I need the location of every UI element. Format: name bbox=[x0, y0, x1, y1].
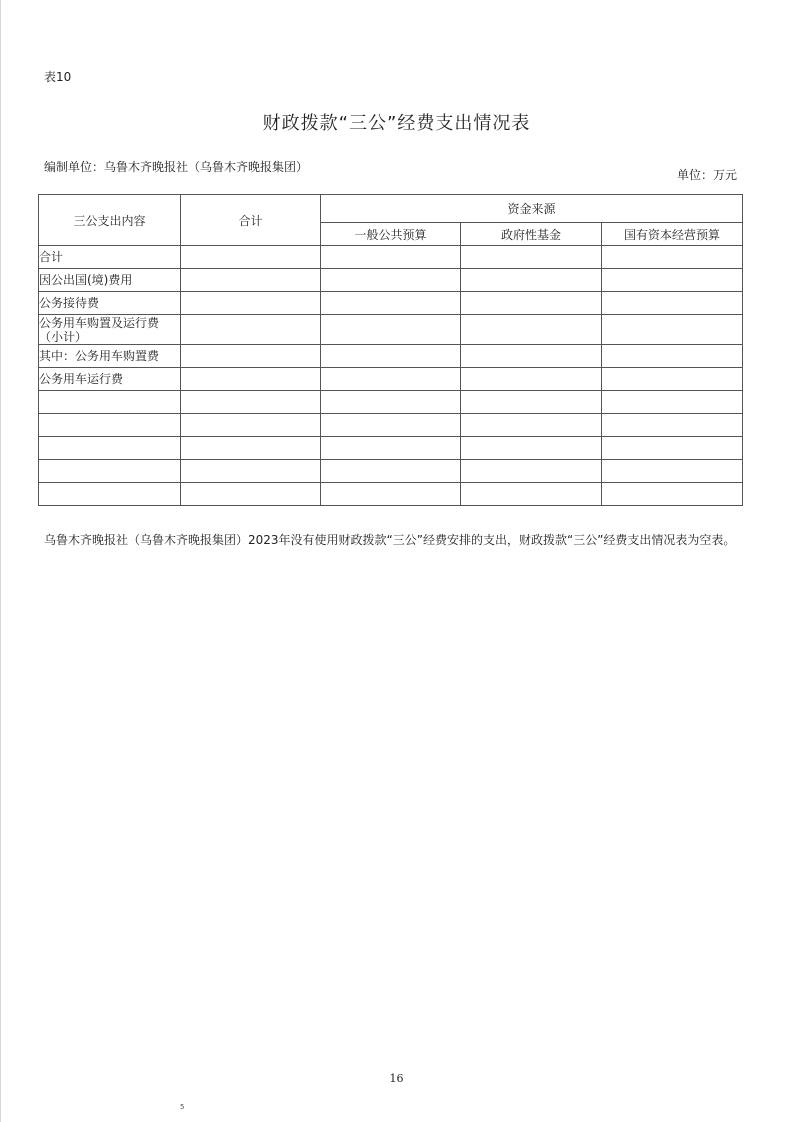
table-row bbox=[39, 414, 743, 437]
cell bbox=[181, 414, 321, 437]
cell bbox=[461, 315, 602, 345]
cell bbox=[461, 292, 602, 315]
table-row bbox=[39, 460, 743, 483]
footer-mark: 5 bbox=[180, 1103, 185, 1111]
cell bbox=[321, 315, 461, 345]
header-government-fund: 政府性基金 bbox=[461, 223, 602, 246]
cell bbox=[461, 483, 602, 506]
cell bbox=[602, 315, 743, 345]
row-label bbox=[39, 460, 181, 483]
cell bbox=[321, 483, 461, 506]
header-general-budget: 一般公共预算 bbox=[321, 223, 461, 246]
table-row bbox=[39, 483, 743, 506]
cell bbox=[602, 345, 743, 368]
table-row bbox=[39, 345, 743, 368]
row-label bbox=[39, 391, 181, 414]
cell bbox=[181, 292, 321, 315]
cell bbox=[321, 292, 461, 315]
cell bbox=[181, 269, 321, 292]
cell bbox=[461, 246, 602, 269]
explanatory-note: 乌鲁木齐晚报社（乌鲁木齐晚报集团）2023年没有使用财政拨款“三公”经费安排的支出，财政拨款“三公”经费支出情况表为空表。 bbox=[44, 533, 736, 547]
cell bbox=[181, 246, 321, 269]
cell bbox=[461, 437, 602, 460]
cell bbox=[181, 391, 321, 414]
cell bbox=[321, 246, 461, 269]
header-state-capital: 国有资本经营预算 bbox=[602, 223, 743, 246]
cell bbox=[461, 368, 602, 391]
cell bbox=[181, 437, 321, 460]
header-row-1 bbox=[39, 195, 743, 223]
cell bbox=[602, 368, 743, 391]
page-title: 财政拨款“三公”经费支出情况表 bbox=[262, 113, 531, 134]
header-funding-source: 资金来源 bbox=[321, 195, 743, 223]
cell bbox=[602, 269, 743, 292]
row-label: 公务用车购置及运行费（小计） bbox=[39, 315, 181, 345]
cell bbox=[181, 483, 321, 506]
table-row bbox=[39, 315, 743, 345]
row-label: 因公出国(境)费用 bbox=[39, 269, 181, 292]
row-label: 合计 bbox=[39, 246, 181, 269]
row-label: 公务用车运行费 bbox=[39, 368, 181, 391]
cell bbox=[321, 345, 461, 368]
cell bbox=[321, 269, 461, 292]
cell bbox=[602, 460, 743, 483]
row-label bbox=[39, 483, 181, 506]
cell bbox=[321, 437, 461, 460]
cell bbox=[181, 315, 321, 345]
table-row bbox=[39, 437, 743, 460]
cell bbox=[602, 483, 743, 506]
cell bbox=[602, 437, 743, 460]
cell bbox=[461, 345, 602, 368]
table-row bbox=[39, 292, 743, 315]
table-row bbox=[39, 391, 743, 414]
cell bbox=[602, 292, 743, 315]
cell bbox=[602, 414, 743, 437]
cell bbox=[321, 391, 461, 414]
cell bbox=[181, 460, 321, 483]
cell bbox=[321, 414, 461, 437]
table-row bbox=[39, 246, 743, 269]
left-margin-rule bbox=[0, 0, 1, 1122]
row-label bbox=[39, 437, 181, 460]
cell bbox=[461, 414, 602, 437]
cell bbox=[321, 368, 461, 391]
cell bbox=[321, 460, 461, 483]
expense-table bbox=[38, 194, 743, 506]
header-item: 三公支出内容 bbox=[39, 195, 181, 246]
cell bbox=[181, 345, 321, 368]
row-label: 其中：公务用车购置费 bbox=[39, 345, 181, 368]
cell bbox=[461, 269, 602, 292]
page-number: 16 bbox=[389, 1072, 404, 1085]
cell bbox=[602, 391, 743, 414]
cell bbox=[461, 391, 602, 414]
table-row bbox=[39, 368, 743, 391]
org-label: 编制单位：乌鲁木齐晚报社（乌鲁木齐晚报集团） bbox=[44, 160, 309, 174]
cell bbox=[602, 246, 743, 269]
table-number: 表10 bbox=[44, 70, 72, 84]
cell bbox=[461, 460, 602, 483]
header-total: 合计 bbox=[181, 195, 321, 246]
cell bbox=[181, 368, 321, 391]
row-label: 公务接待费 bbox=[39, 292, 181, 315]
table-row bbox=[39, 269, 743, 292]
unit-label: 单位：万元 bbox=[676, 168, 737, 182]
row-label bbox=[39, 414, 181, 437]
